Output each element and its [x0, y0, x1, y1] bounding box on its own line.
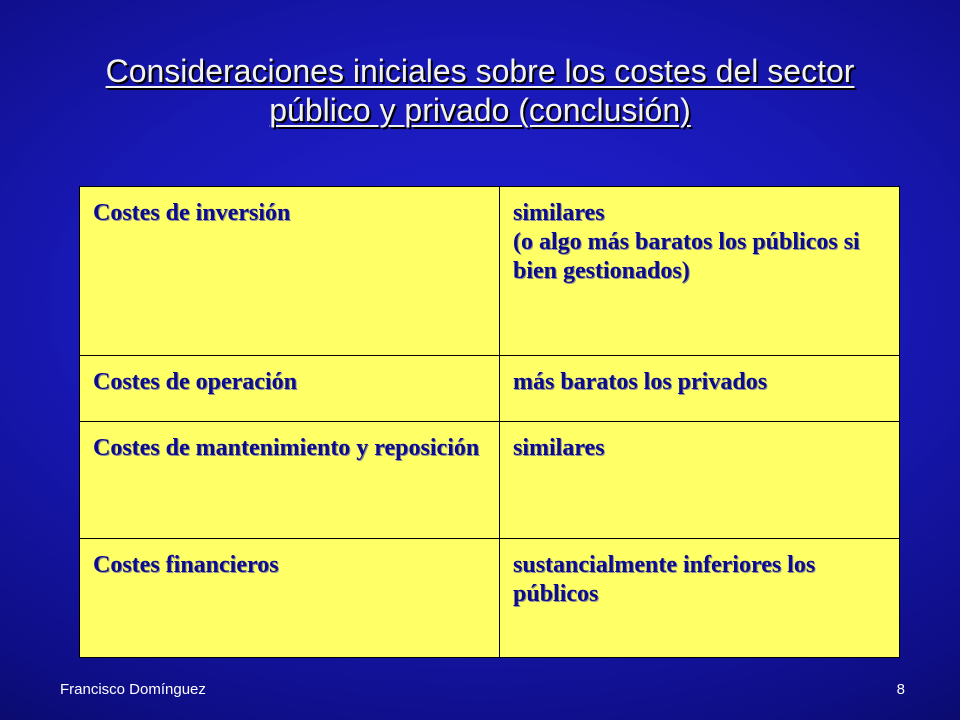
row-label: Costes financieros	[80, 539, 500, 658]
cost-comparison-table	[79, 186, 900, 658]
table-row	[80, 539, 900, 658]
row-label: Costes de mantenimiento y reposición	[80, 422, 500, 539]
table-row	[80, 187, 900, 356]
table-row	[80, 356, 900, 422]
footer-author: Francisco Domínguez	[60, 681, 206, 698]
row-value: sustancialmente inferiores los públicos	[500, 539, 900, 658]
slide-number: 8	[896, 681, 905, 698]
row-value: similares (o algo más baratos los públicos si bien gestionados)	[500, 187, 900, 356]
row-value: similares	[500, 422, 900, 539]
row-value: más baratos los privados	[500, 356, 900, 422]
slide-title: Consideraciones iniciales sobre los costes del sector público y privado (conclusión)	[105, 53, 855, 128]
row-label: Costes de operación	[80, 356, 500, 422]
table-row	[80, 422, 900, 539]
row-label: Costes de inversión	[80, 187, 500, 356]
